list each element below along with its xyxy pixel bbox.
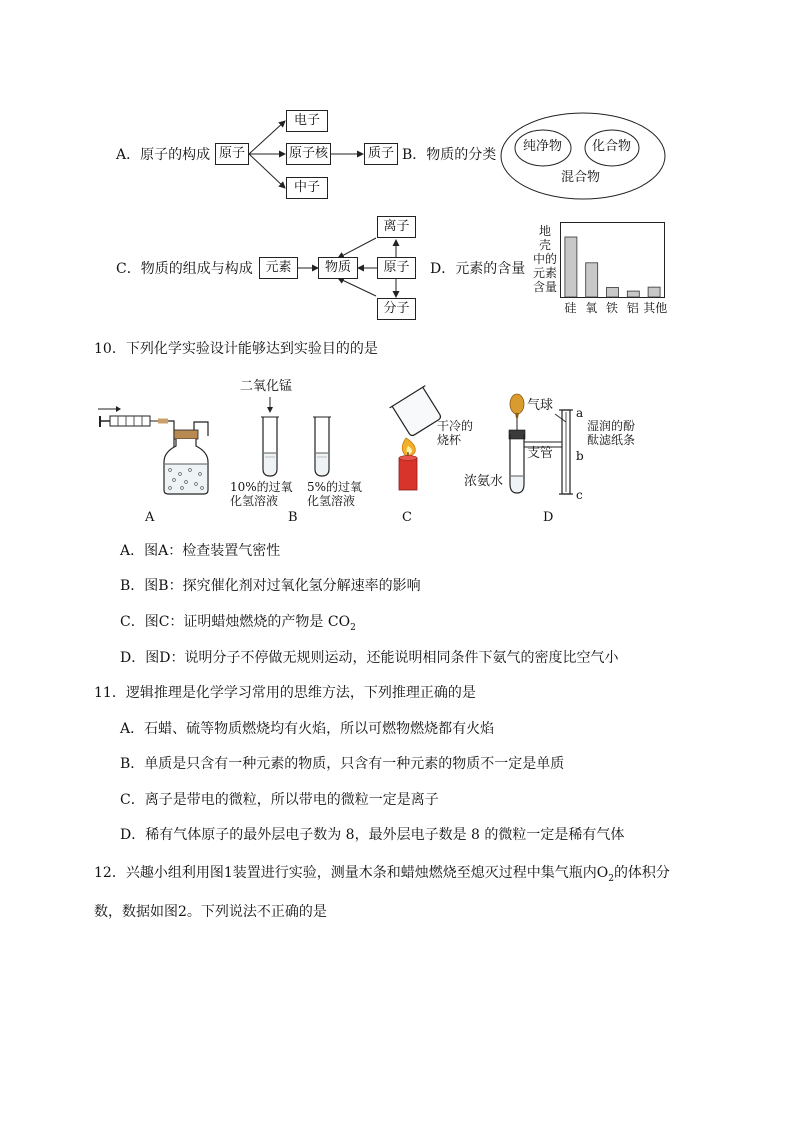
substance-box: 物质 (318, 257, 358, 279)
bar-2 (607, 287, 619, 297)
h2o2-10-label: 10%的过氧 化氢溶液 (230, 480, 293, 508)
bar-1 (586, 263, 598, 297)
crust-element-chart (560, 222, 666, 298)
h2o2-5-label: 5%的过氧 化氢溶液 (307, 480, 363, 508)
q12-stem-line2: 数，数据如图2。下列说法不正确的是 (94, 904, 327, 920)
figure-b-apparatus (230, 395, 350, 485)
chart-x-labels (560, 298, 666, 316)
chart-y-label: 地 壳 中的 元素 含量 (532, 224, 558, 294)
q10-option-a: A．图A：检查装置气密性 (120, 543, 281, 559)
option-c-label: C．物质的组成与构成 (116, 261, 253, 277)
x-tick-label: 铝 (626, 301, 639, 315)
compound-text: 化合物 (592, 139, 632, 154)
q10-option-d: D．图D：说明分子不停做无规则运动，还能说明相同条件下氨气的密度比空气小 (120, 650, 619, 666)
element-box: 元素 (259, 257, 298, 279)
x-tick-label: 氧 (585, 301, 598, 315)
option-d-label: D．元素的含量 (430, 261, 526, 277)
atom-box-c: 原子 (377, 257, 416, 279)
pure-substance-text: 纯净物 (523, 139, 563, 154)
bar-3 (627, 291, 639, 297)
q12-stem-line1: 12．兴趣小组利用图1装置进行实验，测量木条和蜡烛燃烧至熄灭过程中集气瓶内$O_2$的体积分 (94, 865, 670, 884)
option-b-label: B．物质的分类 (402, 147, 497, 163)
q10-option-b: B．图B：探究催化剂对过氧化氢分解速率的影响 (120, 578, 421, 594)
q10-stem: 10．下列化学实验设计能够达到实验目的的是 (94, 341, 378, 357)
ion-box: 离子 (377, 216, 416, 238)
molecule-box: 分子 (377, 298, 416, 320)
proton-box: 质子 (364, 143, 398, 165)
bar-4 (648, 287, 660, 297)
q11-stem: 11．逻辑推理是化学学习常用的思维方法，下列推理正确的是 (94, 685, 476, 701)
mixture-text: 混合物 (561, 170, 601, 185)
mno2-label: 二氧化锰 (240, 379, 293, 394)
bar-0 (565, 237, 577, 297)
x-tick-label: 硅 (564, 301, 577, 315)
point-b-label: b (576, 449, 584, 463)
q11-option-b: B．单质是只含有一种元素的物质，只含有一种元素的物质不一定是单质 (120, 756, 565, 772)
balloon-label: 气球 (527, 398, 554, 413)
figure-a-caption: A (145, 510, 155, 525)
point-a-label: a (576, 406, 584, 420)
figure-a-apparatus (94, 400, 214, 496)
option-a-label: A．原子的构成 (116, 147, 211, 163)
figure-c-caption: C (402, 510, 412, 525)
q11-option-d: D．稀有气体原子的最外层电子数为 8，最外层电子数是 8 的微粒一定是稀有气体 (120, 827, 625, 843)
nucleus-box: 原子核 (286, 143, 331, 165)
figure-b-caption: B (288, 510, 298, 525)
electron-box: 电子 (286, 110, 328, 132)
ammonia-label: 浓氨水 (464, 474, 504, 489)
classification-diagram (500, 112, 666, 200)
x-tick-label: 铁 (605, 301, 618, 315)
neutron-box: 中子 (286, 177, 328, 199)
q11-option-c: C．离子是带电的微粒，所以带电的微粒一定是离子 (120, 792, 439, 808)
point-c-label: c (576, 488, 583, 502)
q11-option-a: A．石蜡、硫等物质燃烧均有火焰，所以可燃物燃烧都有火焰 (120, 721, 495, 737)
atom-box: 原子 (215, 143, 249, 165)
x-tick-label: 其他 (643, 301, 668, 315)
cold-beaker-label: 干冷的 烧杯 (437, 419, 474, 447)
q10-option-c: C．图C：证明蜡烛燃烧的产物是 $CO_2$ (120, 614, 356, 633)
figure-d-caption: D (543, 510, 554, 525)
phenolphthalein-paper-label: 湿润的酚 酞滤纸条 (587, 419, 636, 447)
figure-c-apparatus (385, 388, 445, 492)
branch-pipe-label: 支管 (527, 446, 554, 461)
